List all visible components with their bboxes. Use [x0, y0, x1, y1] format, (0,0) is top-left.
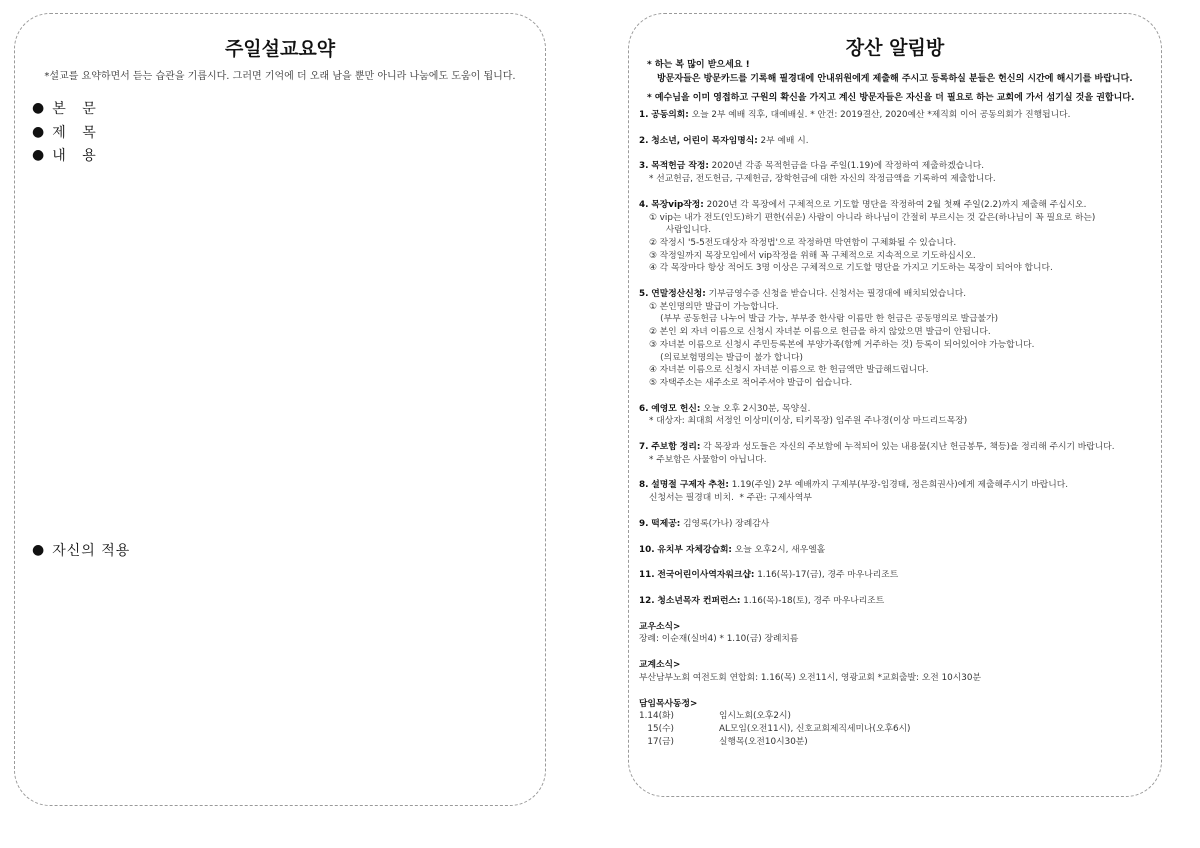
announcement-item — [639, 160, 1157, 185]
announcement-headline — [639, 403, 1157, 416]
announcement-headline — [639, 518, 1157, 531]
item-title: 유치부 자체강습회: — [657, 544, 732, 555]
welcome-notice — [647, 59, 1147, 106]
announcement-headline — [639, 160, 1157, 173]
sermon-summary-panel — [14, 13, 546, 806]
announcement-headline — [639, 544, 1157, 557]
announcement-item — [639, 479, 1157, 504]
news-section-heading: 교계소식> — [639, 660, 681, 671]
item-number: 5. — [639, 289, 649, 300]
item-detail-line: ⑤ 자택주소는 새주소로 적어주셔야 발급이 쉽습니다. — [649, 377, 853, 388]
notice-line: * 하는 복 많이 받으세요 ! — [647, 60, 750, 70]
news-section — [639, 659, 1157, 684]
item-text: 김영록(가나) 장례감사 — [683, 518, 770, 529]
item-text: 각 목장과 성도들은 자신의 주보함에 누적되어 있는 내용물(지난 헌금봉투, 책등)을 정리해 주시기 바랍니다. — [703, 442, 1115, 453]
announcement-item — [639, 199, 1157, 275]
item-text: 2020년 각종 목적헌금을 다음 주일(1.19)에 작정하여 제출하겠습니다. — [711, 161, 985, 172]
announcement-headline — [639, 569, 1157, 582]
bullet-dot-icon: ● — [32, 147, 45, 163]
item-text: 1.16(목)-17(금), 경주 마우나리조트 — [757, 570, 899, 581]
item-title: 주보함 정리: — [651, 442, 701, 453]
announcement-item — [639, 109, 1157, 122]
item-title: 공동의회: — [651, 110, 689, 120]
news-section — [639, 621, 1157, 646]
item-number: 1. — [639, 110, 649, 120]
announcement-item — [639, 441, 1157, 466]
sermon-summary-subtitle: *설교를 요약하면서 듣는 습관을 기릅시다. 그러면 기억에 더 오래 남을 뿐만 아니라 나눔에도 도움이 됩니다. — [44, 71, 516, 82]
item-text: 2020년 각 목장에서 구체적으로 기도할 명단을 작정하여 2월 첫째 주일(2.2)까지 제출해 주십시오. — [706, 199, 1087, 210]
item-detail-line: 사람입니다. — [649, 225, 712, 236]
schedule-row — [639, 736, 1157, 749]
item-detail-line: 신청서는 필경대 비치. * 주관: 구제사역부 — [649, 493, 812, 504]
item-text: 1.16(목)-18(토), 경주 마우나리조트 — [743, 595, 885, 606]
bullet-content: ● 내 용 — [32, 147, 102, 164]
announcement-headline — [639, 441, 1157, 454]
announcement-headline — [639, 288, 1157, 301]
schedule-event: AL모임(오전11시), 신호교회제직세미나(오후6시) — [719, 723, 911, 734]
item-detail-line: * 대상자: 최대희 서정인 이상미(이상, 티키목장) 임주원 주나경(이상 마드리드목장) — [649, 416, 968, 427]
notice-line: 방문자들은 방문카드를 기록해 필경대에 안내위원에게 제출해 주시고 등록하실 분들은 헌신의 시간에 해시기를 바랍니다. — [657, 73, 1133, 84]
item-detail-line: ① vip는 내가 전도(인도)하기 편한(쉬운) 사람이 아니라 하나님이 간절히 부르시는 것 같은(하나님이 꼭 필요로 하는) — [649, 212, 1096, 223]
item-number: 9. — [639, 518, 649, 529]
item-detail-line: (의료보험명의는 발급이 불가 합니다) — [649, 352, 803, 363]
news-section-line: 부산남부노회 여전도회 연합회: 1.16(목) 오전11시, 영광교회 *교회출발: 오전 10시30분 — [639, 672, 981, 683]
item-text: 기부금영수증 신청을 받습니다. 신청서는 필경대에 배치되었습니다. — [708, 289, 967, 300]
bullet-title: ● 제 목 — [32, 124, 102, 141]
news-section-line: 장례: 이순재(실버4) * 1.10(금) 장례치름 — [639, 634, 799, 645]
item-number: 8. — [639, 480, 649, 491]
item-detail-line: ④ 자녀분 이름으로 신청시 자녀분 이름으로 한 헌금액만 발급해드립니다. — [649, 365, 929, 376]
announcement-headline — [639, 135, 1157, 148]
item-title: 청소년목자 컨퍼런스: — [657, 595, 741, 606]
bullet-dot-icon: ● — [32, 542, 45, 558]
bullet-dot-icon: ● — [32, 124, 45, 140]
announcements-title: 장산 알림방 — [845, 37, 945, 59]
bullet-dot-icon: ● — [32, 100, 45, 116]
announcements-panel — [628, 13, 1162, 797]
item-title: 설명절 구제자 추천: — [651, 480, 729, 491]
item-detail-line: ④ 각 목장마다 항상 적어도 3명 이상은 구체적으로 기도할 명단을 가지고 기도하는 목장이 되어야 합니다. — [649, 263, 1053, 274]
schedule-event: 임시노회(오후2시) — [719, 711, 791, 722]
schedule-date: 15(수) — [639, 723, 674, 734]
announcement-item — [639, 595, 1157, 608]
item-detail-line: ② 본인 외 자녀 이름으로 신청시 자녀분 이름으로 헌금을 하지 않았으면 발급이 안됩니다. — [649, 327, 991, 338]
announcement-item — [639, 518, 1157, 531]
item-number: 11. — [639, 570, 655, 581]
announcement-headline — [639, 199, 1157, 212]
item-title: 목장vip작정: — [651, 199, 704, 210]
item-title: 연말정산신청: — [651, 289, 706, 300]
item-title: 떡제공: — [651, 518, 681, 529]
item-detail-line: ③ 자녀분 이름으로 신청시 주민등록본에 부양가족(함께 거주하는 것) 등록이 되어있어야 가능합니다. — [649, 339, 1035, 350]
bullet-application: ● 자신의 적용 — [32, 542, 131, 559]
notice-line: * 예수님을 이미 영접하고 구원의 확신을 가지고 계신 방문자들은 자신을 더 필요로 하는 교회에 가서 섬기실 것을 권합니다. — [647, 93, 1135, 103]
item-text: 1.19(주일) 2부 예배까지 구제부(부장-임경태, 정은희권사)에게 제출해주시기 바랍니다. — [731, 480, 1069, 491]
item-title: 예영모 헌신: — [651, 403, 701, 414]
item-title: 전국어린이사역자워크샵: — [657, 570, 755, 581]
item-detail-line: * 주보함은 사물함이 아닙니다. — [649, 454, 767, 465]
item-number: 2. — [639, 135, 649, 146]
item-text: 오늘 2부 예배 직후, 대예배실. * 안건: 2019결산, 2020예산 *제직회 이어 공동의회가 진행됩니다. — [691, 110, 1071, 120]
schedule-row — [639, 710, 1157, 723]
sermon-summary-title: 주일설교요약 — [224, 38, 336, 60]
pastor-schedule-heading: 담임목사동정> — [639, 698, 698, 709]
announcement-list — [639, 109, 1157, 748]
schedule-row — [639, 723, 1157, 736]
item-title: 청소년, 어린이 목자임명식: — [651, 135, 758, 146]
announcement-item — [639, 544, 1157, 557]
announcement-headline — [639, 595, 1157, 608]
item-text: 오늘 오후2시, 새우엘홀 — [734, 544, 826, 555]
item-text: 오늘 오후 2시30분, 목양실. — [703, 403, 811, 414]
schedule-event: 실행목(오전10시30분) — [719, 736, 808, 747]
item-detail-line: ③ 작정일까지 목장모임에서 vip작정을 위해 꼭 구체적으로 지속적으로 기도하십시오. — [649, 250, 976, 261]
announcement-item — [639, 569, 1157, 582]
item-number: 10. — [639, 544, 655, 555]
announcement-item — [639, 403, 1157, 428]
item-number: 4. — [639, 199, 649, 210]
announcement-headline — [639, 479, 1157, 492]
bullet-scripture: ● 본 문 — [32, 100, 102, 117]
item-detail-line: ① 본인명의만 발급이 가능합니다. — [649, 301, 779, 312]
pastor-schedule — [639, 698, 1157, 749]
item-detail-line: (부부 공동헌금 나누어 발급 가능, 부부중 한사람 이름만 한 헌금은 공동명의로 발급불가) — [649, 314, 999, 325]
item-number: 6. — [639, 403, 649, 414]
schedule-date: 1.14(화) — [639, 711, 674, 722]
news-section-heading: 교우소식> — [639, 621, 681, 632]
item-title: 목적헌금 작정: — [651, 161, 709, 172]
item-detail-line: ② 작정시 '5-5전도대상자 작정법'으로 작정하면 막연함이 구체화될 수 있습니다. — [649, 237, 957, 248]
announcement-item — [639, 135, 1157, 148]
item-text: 2부 예배 시. — [760, 135, 809, 146]
announcement-item — [639, 288, 1157, 390]
announcement-headline — [639, 109, 1157, 122]
item-detail-line: * 선교헌금, 전도헌금, 구제헌금, 장학헌금에 대한 자신의 작정금액을 기록하여 제출합니다. — [649, 174, 996, 185]
item-number: 3. — [639, 161, 649, 172]
schedule-date: 17(금) — [639, 736, 674, 747]
item-number: 7. — [639, 442, 649, 453]
item-number: 12. — [639, 595, 655, 606]
